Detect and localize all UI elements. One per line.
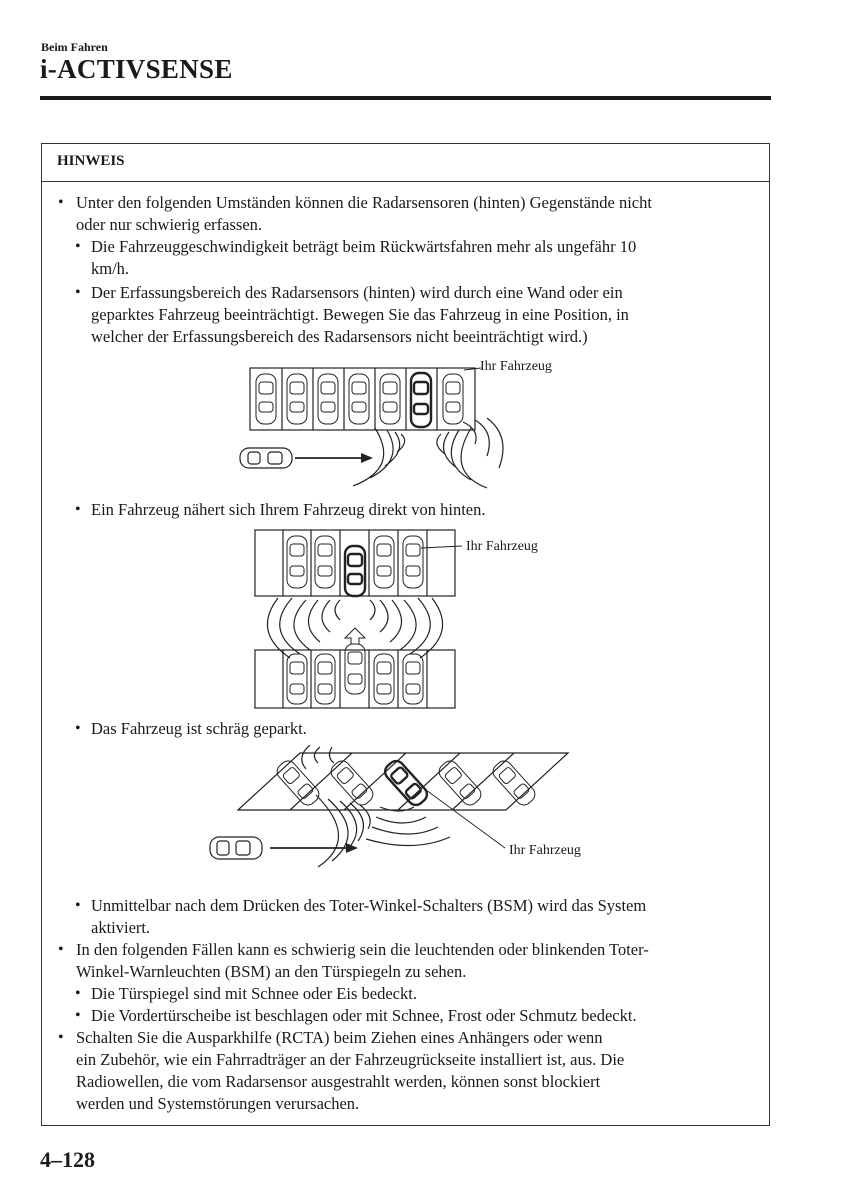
sub-bullet: • (75, 284, 81, 301)
sub-bullet: • (75, 501, 81, 518)
your-vehicle-label: Ihr Fahrzeug (480, 359, 552, 374)
bullet: • (58, 1029, 64, 1046)
note-item-3-line-3: Radiowellen, die vom Radarsensor ausgestrahlt werden, können sonst blockiert (76, 1072, 601, 1091)
sub-bullet: • (75, 897, 81, 914)
parking-wall-figure (235, 360, 575, 490)
your-vehicle-label: Ihr Fahrzeug (509, 843, 581, 858)
sub-item-wall-line-2: geparktes Fahrzeug beeinträchtigt. Bewegen Sie das Fahrzeug in eine Position, in (91, 305, 629, 324)
sub-item-approach: Ein Fahrzeug nähert sich Ihrem Fahrzeug direkt von hinten. (91, 500, 486, 519)
sub-item-window-fog: Die Vordertürscheibe ist beschlagen oder mit Schnee, Frost oder Schmutz bedeckt. (91, 1006, 637, 1025)
bullet: • (58, 941, 64, 958)
sub-bullet: • (75, 1007, 81, 1024)
section-label: Beim Fahren (41, 40, 108, 54)
note-item-3-line-4: werden und Systemstörungen verursachen. (76, 1094, 360, 1113)
sub-item-bsm-line-1: Unmittelbar nach dem Drücken des Toter-Winkel-Schalters (BSM) wird das System (91, 896, 647, 915)
note-item-3-line-2: ein Zubehör, wie ein Fahrradträger an der Fahrzeugrückseite installiert ist, aus. Die (76, 1050, 625, 1069)
page-title: i-ACTIVSENSE (40, 54, 233, 84)
sub-item-mirror-snow: Die Türspiegel sind mit Schnee oder Eis bedeckt. (91, 984, 417, 1003)
sub-item-speed-line-2: km/h. (91, 259, 130, 278)
title-rule (40, 96, 771, 100)
note-item-1-line-1: Unter den folgenden Umständen können die Radarsensoren (hinten) Gegenstände nicht (76, 193, 652, 212)
note-item-3-line-1: Schalten Sie die Ausparkhilfe (RCTA) beim Ziehen eines Anhängers oder wenn (76, 1028, 603, 1047)
note-item-2-line-2: Winkel-Warnleuchten (BSM) an den Türspiegeln zu sehen. (76, 962, 467, 981)
note-item-1-line-2: oder nur schwierig erfassen. (76, 215, 263, 234)
sub-item-angled-parking: Das Fahrzeug ist schräg geparkt. (91, 719, 307, 738)
sub-bullet: • (75, 238, 81, 255)
bullet: • (58, 194, 64, 211)
page-number: 4–128 (40, 1147, 95, 1172)
sub-bullet: • (75, 720, 81, 737)
note-heading: HINWEIS (42, 144, 769, 182)
sub-item-wall-line-3: welcher der Erfassungsbereich des Radarsensors nicht beeinträchtigt wird.) (91, 327, 588, 346)
your-vehicle-label: Ihr Fahrzeug (466, 539, 538, 554)
note-item-2-line-1: In den folgenden Fällen kann es schwierig sein die leuchtenden oder blinkenden Toter- (76, 940, 649, 959)
sub-item-wall-line-1: Der Erfassungsbereich des Radarsensors (hinten) wird durch eine Wand oder ein (91, 283, 623, 302)
sub-item-speed-line-1: Die Fahrzeuggeschwindigkeit beträgt beim Rückwärtsfahren mehr als ungefähr 10 (91, 237, 637, 256)
sub-item-bsm-line-2: aktiviert. (91, 918, 151, 937)
sub-bullet: • (75, 985, 81, 1002)
vehicle-approach-figure (250, 528, 470, 713)
